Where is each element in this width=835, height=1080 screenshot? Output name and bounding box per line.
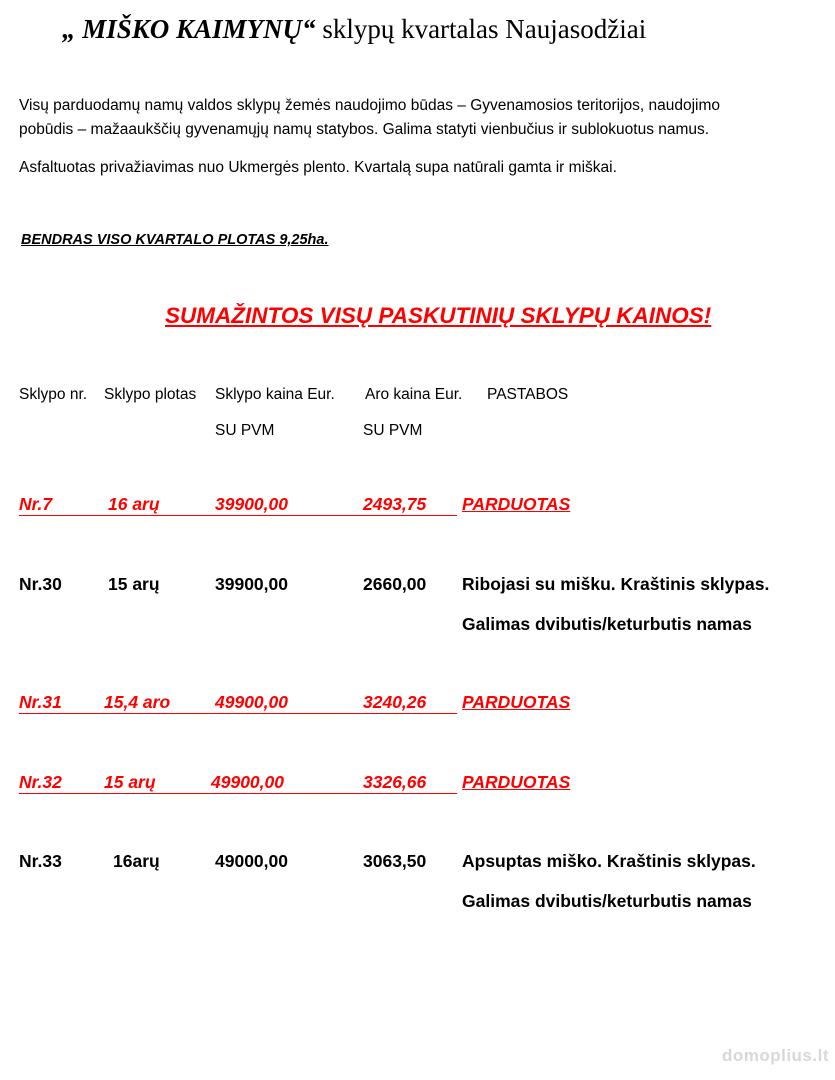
row-area: 16arų: [113, 851, 160, 871]
row-note-2: Galimas dvibutis/keturbutis namas: [462, 891, 752, 911]
row-area: 15 arų: [108, 574, 160, 594]
title-rest: sklypų kvartalas Naujasodžiai: [322, 14, 647, 44]
sold-underline: [19, 713, 457, 714]
row-are-price: 2660,00: [363, 574, 427, 594]
row-note: PARDUOTAS: [462, 494, 571, 514]
row-price: 49900,00: [215, 692, 288, 712]
row-price: 49900,00: [211, 772, 284, 792]
row-price: 39900,00: [215, 494, 288, 514]
row-nr: Nr.7: [19, 494, 53, 514]
header-notes: PASTABOS: [487, 386, 569, 403]
intro-line-2: pobūdis – mažaaukščių gyvenamųjų namų statybos. Galima statyti vienbučius ir sublokuotus namus.: [19, 121, 710, 138]
row-are-price: 3326,66: [363, 772, 427, 792]
header-plot-nr: Sklypo nr.: [19, 386, 88, 403]
header-are-price: Aro kaina Eur.: [365, 386, 463, 403]
row-are-price: 3240,26: [363, 692, 427, 712]
intro-line-3: Asfaltuotas privažiavimas nuo Ukmergės plento. Kvartalą supa natūrali gamta ir miškai.: [19, 159, 617, 176]
sold-underline: [19, 515, 457, 516]
row-nr: Nr.32: [19, 772, 62, 792]
title-name: MIŠKO KAIMYNŲ“: [82, 14, 316, 44]
row-price: 39900,00: [215, 574, 288, 594]
header-plot-price: Sklypo kaina Eur.: [215, 386, 335, 403]
row-area: 15 arų: [104, 772, 156, 792]
page-title: [62, 12, 646, 46]
row-note: PARDUOTAS: [462, 692, 571, 712]
watermark: domoplius.lt: [721, 1046, 829, 1065]
row-nr: Nr.30: [19, 574, 62, 594]
header-plot-area: Sklypo plotas: [104, 386, 197, 403]
row-are-price: 3063,50: [363, 851, 427, 871]
row-nr: Nr.33: [19, 851, 62, 871]
sold-underline: [19, 793, 457, 794]
row-note: PARDUOTAS: [462, 772, 571, 792]
row-are-price: 2493,75: [363, 494, 427, 514]
row-note: Apsuptas miško. Kraštinis sklypas.: [462, 851, 756, 871]
row-area: 15,4 aro: [104, 692, 171, 712]
subheader-price-vat: SU PVM: [215, 422, 275, 439]
title-quote-open: „: [62, 14, 76, 44]
intro-line-1: Visų parduodamų namų valdos sklypų žemės naudojimo būdas – Gyvenamosios teritorijos, naudojimo: [19, 97, 721, 114]
promo-heading: SUMAŽINTOS VISŲ PASKUTINIŲ SKLYPŲ KAINOS!: [165, 303, 712, 328]
total-area: BENDRAS VISO KVARTALO PLOTAS 9,25ha.: [21, 232, 329, 248]
row-nr: Nr.31: [19, 692, 62, 712]
row-note: Ribojasi su mišku. Kraštinis sklypas.: [462, 574, 770, 594]
row-area: 16 arų: [108, 494, 160, 514]
row-note-2: Galimas dvibutis/keturbutis namas: [462, 614, 752, 634]
subheader-are-vat: SU PVM: [363, 422, 423, 439]
row-price: 49000,00: [215, 851, 288, 871]
